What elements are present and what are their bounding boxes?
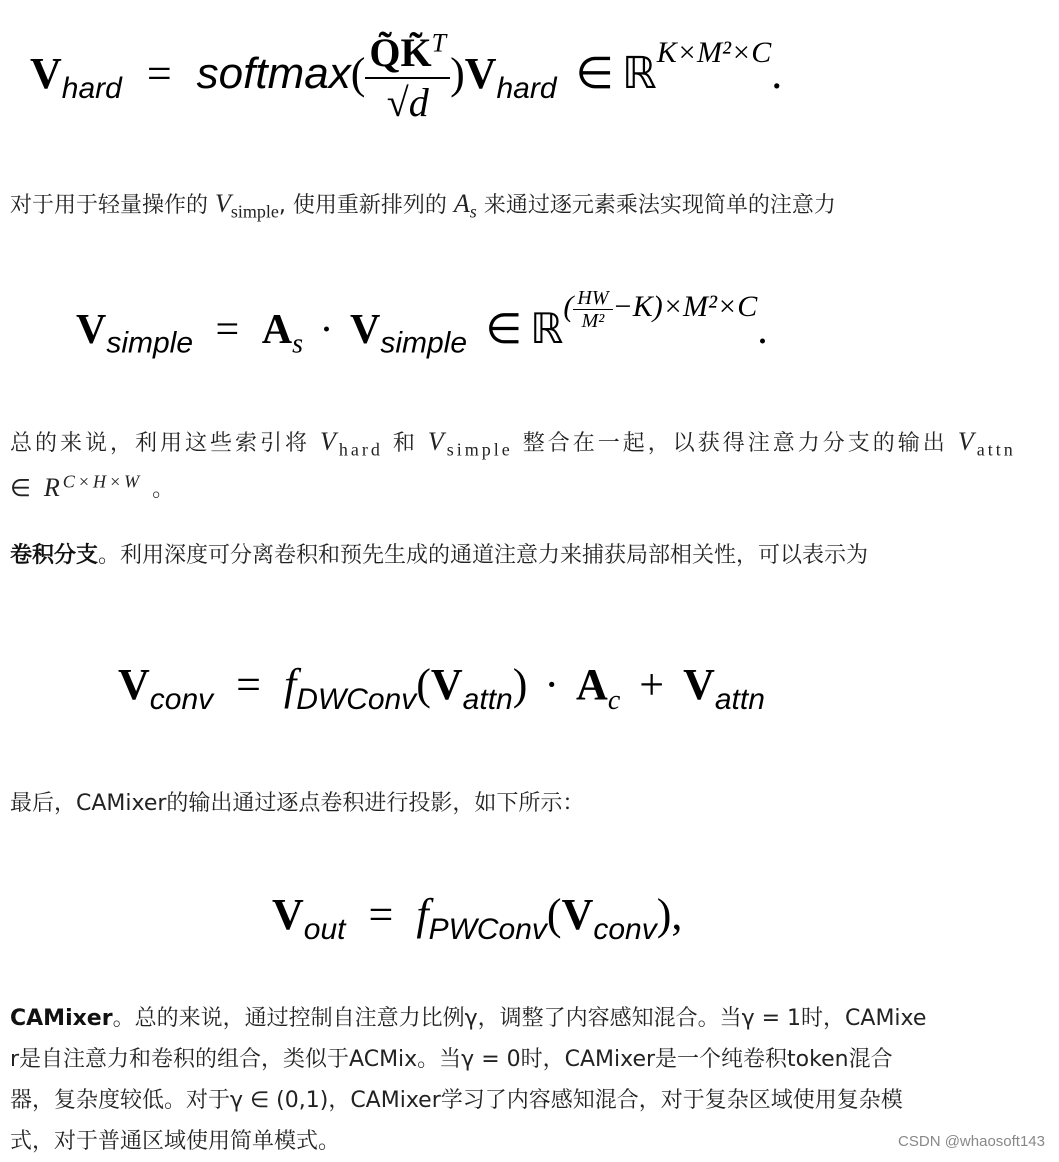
paragraph-final-projection: 最后，CAMixer的输出通过逐点卷积进行投影，如下所示： [10, 791, 585, 816]
summary-line-1: CAMixer。总的来说，通过控制自注意力比例γ，调整了内容感知混合。当γ = 1时，CAMixe [10, 1006, 927, 1031]
equation-v-conv: $V_{conv} = f_{DWConv}(V_{attn}) \cdot A_c + V_{attn}$ [118, 660, 765, 716]
equation-v-out: $V_{out} = f_{PWConv}(V_{conv})$, [272, 890, 683, 946]
camixer-heading: CAMixer [10, 1006, 113, 1031]
summary-line-4: 式，对于普通区域使用简单模式。 [10, 1129, 341, 1154]
summary-line-2: r是自注意力和卷积的组合，类似于ACMix。当γ = 0时，CAMixer是一个纯卷积token混合 [10, 1047, 893, 1072]
csdn-watermark: CSDN @whaosoft143 [898, 1133, 1045, 1150]
equation-v-hard: $V_{hard}$ = softmax( $\frac{Q̃K̃^T}{√d}$ )$V_{hard}$ ∈ ℝ$^{K\times M^2\times C}$. [30, 28, 783, 125]
softmax-fraction: $\frac{Q̃K̃^T}{√d}$ [365, 29, 450, 127]
conv-branch-heading: 卷积分支 [10, 543, 99, 568]
summary-line-3: 器，复杂度较低。对于γ ∈ (0,1)，CAMixer学习了内容感知混合，对于复杂区域使用复杂模 [10, 1088, 903, 1113]
paragraph-simple-intro: 对于用于轻量操作的 $V_{simple}$, 使用重新排列的 $A_s$ 来通过逐元素乘法实现简单的注意力 [10, 189, 836, 222]
equation-v-simple: $V_{simple} = A_s \cdot V_{simple}$ ∈ ℝ$^{( \frac{HW}{\text{M²}} -K)\times M^2\times C}$. [76, 286, 768, 360]
paragraph-attention-output: 总的来说，利用这些索引将 $V_{hard}$ 和 $V_{simple}$ 整合在一起，以获得注意力分支的输出 $V_{attn}$ ∈ $R^{C\times H\times W}$ 。 [10, 427, 1016, 502]
paragraph-conv-branch: 卷积分支。利用深度可分离卷积和预先生成的通道注意力来捕获局部相关性，可以表示为 [10, 543, 869, 568]
